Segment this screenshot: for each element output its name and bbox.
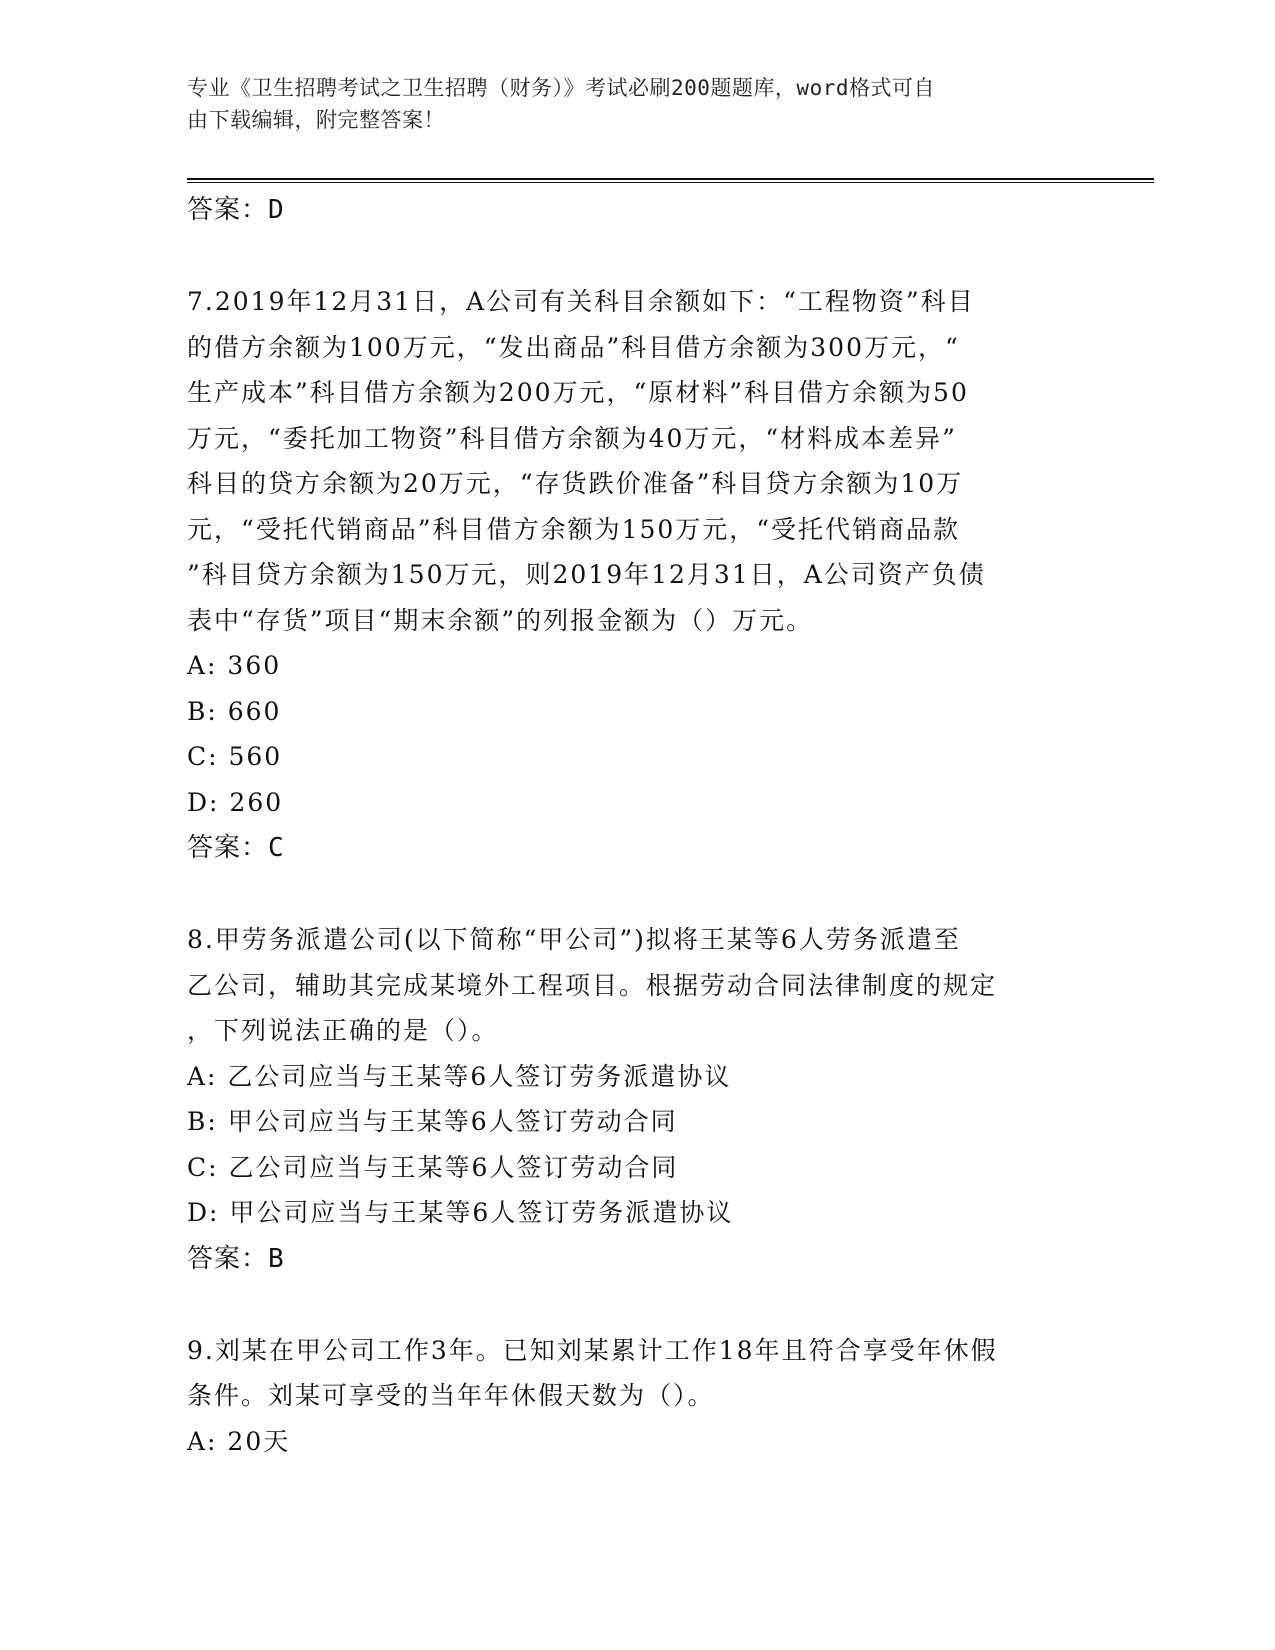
question-8-line-2: 乙公司，辅助其完成某境外工程项目。根据劳动合同法律制度的规定 bbox=[187, 970, 998, 1000]
question-8 bbox=[187, 917, 1087, 1282]
question-7-answer: 答案：C bbox=[187, 833, 285, 863]
question-7-line-3: 生产成本”科目借方余额为200万元，“原材料”科目借方余额为50 bbox=[187, 378, 969, 407]
question-8-line-1: 8.甲劳务派遣公司(以下简称“甲公司”)拟将王某等6人劳务派遣至 bbox=[187, 925, 961, 954]
question-7-option-d: D: 260 bbox=[187, 787, 284, 817]
question-8-answer: 答案：B bbox=[187, 1243, 285, 1274]
question-7-line-4: 万元，“委托加工物资”科目借方余额为40万元，“材料成本差异” bbox=[187, 423, 957, 453]
document-body bbox=[187, 187, 1087, 1464]
header-line-1: 专业《卫生招聘考试之卫生招聘（财务）》考试必刷200题题库，word格式可自 bbox=[187, 76, 935, 100]
question-8-option-c: C: 乙公司应当与王某等6人签订劳动合同 bbox=[187, 1152, 679, 1182]
question-9-option-a: A: 20天 bbox=[187, 1426, 291, 1456]
question-8-option-d: D: 甲公司应当与王某等6人签订劳务派遣协议 bbox=[187, 1198, 734, 1227]
spacer bbox=[187, 871, 1087, 917]
question-7-line-6: 元，“受托代销商品”科目借方余额为150万元，“受托代销商品款 bbox=[187, 514, 961, 544]
question-7-option-b: B: 660 bbox=[187, 696, 282, 726]
question-9-line-1: 9.刘某在甲公司工作3年。已知刘某累计工作18年且符合享受年休假 bbox=[187, 1335, 998, 1365]
question-8-option-a: A: 乙公司应当与王某等6人签订劳务派遣协议 bbox=[187, 1061, 732, 1091]
question-7 bbox=[187, 279, 1087, 871]
question-8-line-3: ，下列说法正确的是（）。 bbox=[187, 1016, 499, 1045]
question-7-line-5: 科目的贷方余额为20万元，“存货跌价准备”科目贷方余额为10万 bbox=[187, 469, 964, 498]
page-header bbox=[187, 72, 1067, 136]
question-7-option-c: C: 560 bbox=[187, 742, 283, 771]
question-7-option-a: A: 360 bbox=[187, 651, 282, 680]
header-line-2: 由下载编辑，附完整答案！ bbox=[187, 108, 445, 132]
spacer bbox=[187, 233, 1087, 279]
question-8-option-b: B: 甲公司应当与王某等6人签订劳动合同 bbox=[187, 1107, 678, 1136]
question-7-line-7: ”科目贷方余额为150万元，则2019年12月31日，A公司资产负债 bbox=[187, 560, 986, 589]
answer-previous: 答案：D bbox=[187, 195, 285, 225]
header-rule-thin bbox=[187, 182, 1154, 183]
spacer bbox=[187, 1282, 1087, 1328]
header-rule-thick bbox=[187, 178, 1154, 180]
question-7-line-2: 的借方余额为100万元，“发出商品”科目借方余额为300万元，“ bbox=[187, 332, 960, 362]
question-7-line-8: 表中“存货”项目“期末余额”的列报金额为（）万元。 bbox=[187, 605, 814, 635]
question-7-line-1: 7.2019年12月31日，A公司有关科目余额如下：“工程物资”科目 bbox=[187, 287, 975, 316]
question-9 bbox=[187, 1328, 1087, 1465]
question-9-line-2: 条件。刘某可享受的当年年休假天数为（）。 bbox=[187, 1381, 715, 1410]
